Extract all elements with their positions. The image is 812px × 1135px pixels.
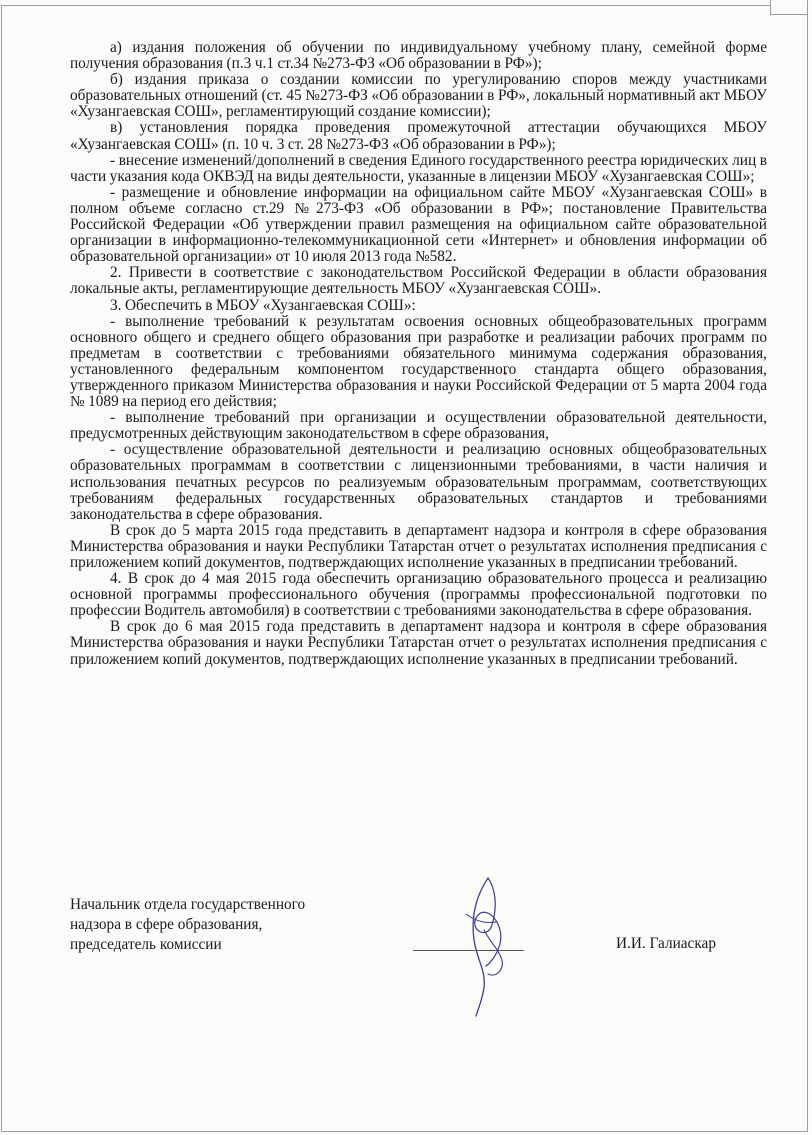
signer-position-line: Начальник отдела государственного	[70, 896, 306, 913]
paragraph-requirements-results: - выполнение требований к результатам освоения основных общеобразовательных программ основного общего и среднего общего образования при разработке и реализации рабочих программ по предметам в соответствии с требованиями обязательного минимума содержания образования, установленного федеральным компонентом государственного стандарта общего образования, утвержденного приказом Министерства образования и науки Российской Федерации от 5 марта 2004 года № 1089 на период его действия;	[70, 312, 767, 411]
corner-tab	[770, 0, 808, 15]
paragraph-b: б) издания приказа о создании комиссии по урегулированию споров между участниками образовательных отношений (ст. 45 №273-ФЗ «Об образовании в РФ», локальный нормативный акт МБОУ «Хузангаевская СОШ», регламентирующий создание комиссии);	[70, 71, 767, 121]
paragraph-c: в) установления порядка проведения промежуточной аттестации обучающихся МБОУ «Хузангаевская СОШ» (п. 10 ч. 3 ст. 28 №273-ФЗ «Об образовании в РФ»);	[70, 119, 767, 153]
paragraph-requirements-organization: - выполнение требований при организации и осуществлении образовательной деятельности, предусмотренных действующим законодательством в сфере образования,	[70, 409, 767, 443]
signer-position-line: надзора в сфере образования,	[70, 916, 263, 933]
paragraph-egrul: - внесение изменений/дополнений в сведения Единого государственного реестра юридических лиц в части указания кода ОКВЭД на виды деятельности, указанные в лицензии МБОУ «Хузангаевская СОШ»;	[70, 151, 767, 185]
paragraph-item-3: 3. Обеспечить в МБОУ «Хузангаевская СОШ»:	[110, 296, 416, 314]
document-body	[70, 40, 767, 668]
paragraph-licensing: - осуществление образовательной деятельности и реализацию основных общеобразовательных образовательных программам в соответствии с лицензионными требованиями, в части наличия и использования печатных ресурсов по реализуемым образовательным программам, соответствующих требованиям федеральных государственных образовательных стандартов и требованиями законодательства в сфере образования.	[70, 441, 767, 523]
paragraph-item-4: 4. В срок до 4 мая 2015 года обеспечить организацию образовательного процесса и реализацию основной программы профессионального обучения (программы профессиональной подготовки по профессии Водитель автомобиля) в соответствии с требованиями законодательства в сфере образования.	[70, 570, 767, 620]
signer-position	[70, 895, 370, 955]
signature-line	[413, 950, 524, 951]
paragraph-deadline-march: В срок до 5 марта 2015 года представить в департамент надзора и контроля в сфере образования Министерства образования и науки Республики Татарстан отчет о результатах исполнения предписания с приложением копий документов, подтверждающих исполнение указанных в предписании требований.	[70, 521, 767, 571]
handwritten-signature	[440, 870, 530, 1020]
paragraph-item-2: 2. Привести в соответствие с законодательством Российской Федерации в области образования локальные акты, регламентирующие деятельность МБОУ «Хузангаевская СОШ».	[70, 264, 767, 298]
paragraph-a: а) издания положения об обучении по индивидуальному учебному плану, семейной форме получения образования (п.3 ч.1 ст.34 №273-ФЗ «Об образовании в РФ»);	[70, 39, 767, 73]
signer-position-line: председатель комиссии	[70, 936, 222, 953]
paragraph-deadline-may: В срок до 6 мая 2015 года представить в департамент надзора и контроля в сфере образования Министерства образования и науки Республики Татарстан отчет о результатах исполнения предписания с приложением копий документов, подтверждающих исполнение указанных в предписании требований.	[70, 618, 767, 668]
paragraph-website: - размещение и обновление информации на официальном сайте МБОУ «Хузангаевская СОШ» в полном объеме согласно ст.29 №273-ФЗ «Об образовании в РФ»; постановление Правительства Российской Федерации «Об утверждении правил размещения на официальном сайте образовательной организации в информационно-телекоммуникационной сети «Интернет» и обновления информации об образовательной организации» от 10 июля 2013 года №582.	[70, 183, 767, 266]
signer-name: И.И. Галиаскар	[616, 935, 716, 952]
